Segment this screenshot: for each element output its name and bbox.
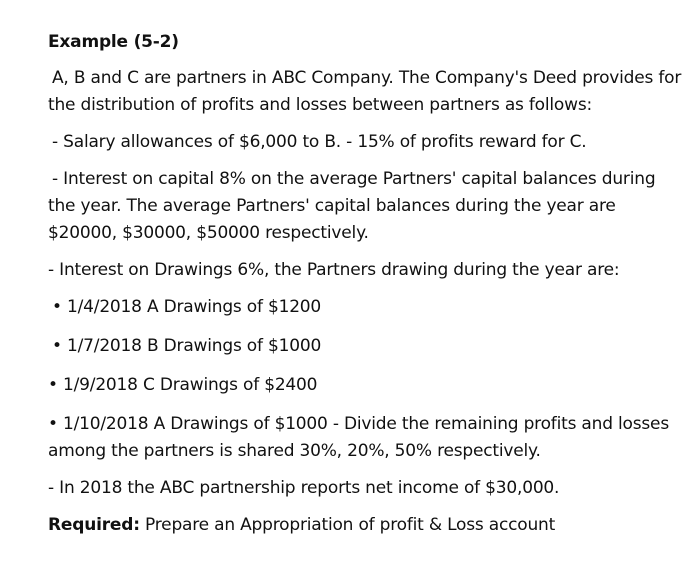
intro-line-2: the distribution of profits and losses between partners as follows: [48,95,593,115]
salary-allowance-line: - Salary allowances of $6,000 to B. - 15% of profits reward for C. [52,132,587,152]
drawing-bullet-4-line-2: among the partners is shared 30%, 20%, 50% respectively. [48,441,541,461]
required-text: Prepare an Appropriation of profit & Loss account [139,515,556,535]
required-line [48,513,555,537]
drawing-bullet-1: • 1/4/2018 A Drawings of $1200 [52,297,322,317]
example-title: Example (5-2) [48,32,179,52]
required-label: Required: [48,515,140,535]
drawing-bullet-2: • 1/7/2018 B Drawings of $1000 [52,336,322,356]
drawing-bullet-3: • 1/9/2018 C Drawings of $2400 [48,375,318,395]
drawing-bullet-4-line-1: • 1/10/2018 A Drawings of $1000 - Divide the remaining profits and losses [48,414,669,434]
intro-line-1: A, B and C are partners in ABC Company. The Company's Deed provides for [52,68,682,88]
interest-capital-line-2: the year. The average Partners' capital balances during the year are [48,196,616,216]
interest-capital-line-1: - Interest on capital 8% on the average Partners' capital balances during [52,169,656,189]
interest-capital-line-3: $20000, $30000, $50000 respectively. [48,223,369,243]
net-income-line: - In 2018 the ABC partnership reports net income of $30,000. [48,478,560,498]
interest-drawings-line: - Interest on Drawings 6%, the Partners drawing during the year are: [48,260,620,280]
